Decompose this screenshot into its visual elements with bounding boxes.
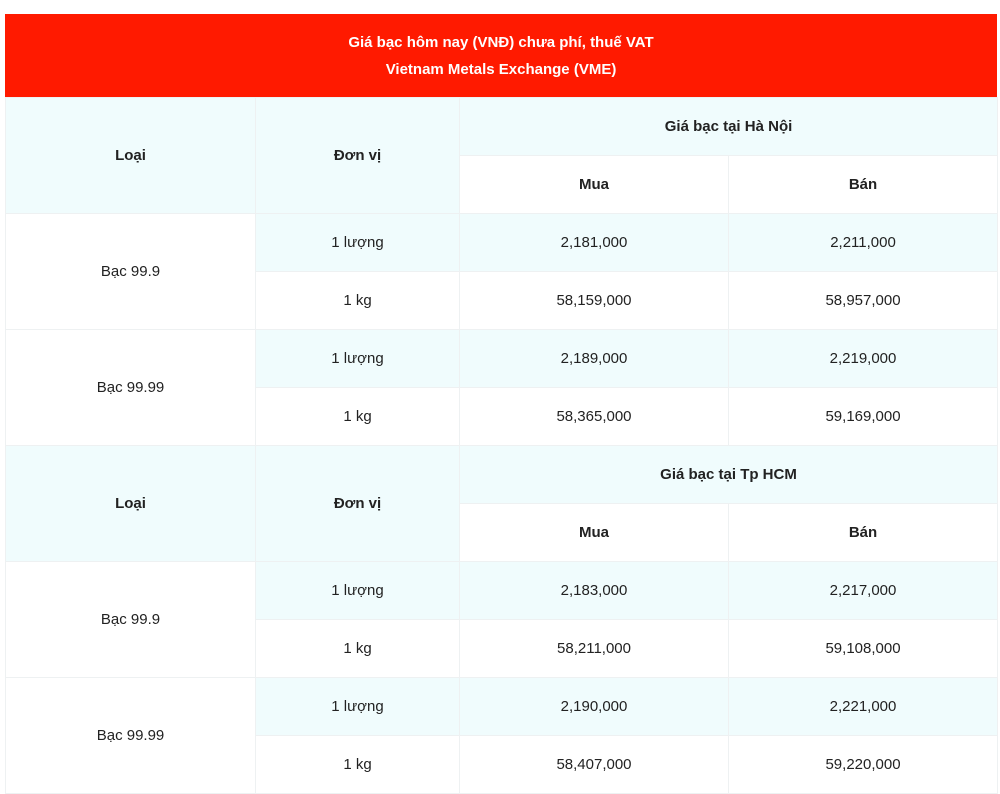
sell-price-cell: 2,219,000 <box>729 330 998 388</box>
unit-cell: 1 kg <box>256 388 460 446</box>
buy-price-cell: 2,189,000 <box>460 330 729 388</box>
product-name: Bạc 99.99 <box>6 678 256 794</box>
title-line-2: Vietnam Metals Exchange (VME) <box>385 60 617 78</box>
product-name: Bạc 99.9 <box>6 214 256 330</box>
unit-cell: 1 kg <box>256 272 460 330</box>
sell-price-cell: 59,169,000 <box>729 388 998 446</box>
buy-price-cell: 2,181,000 <box>460 214 729 272</box>
table-row <box>6 330 998 388</box>
unit-cell: 1 lượng <box>256 214 460 272</box>
table-row <box>6 214 998 272</box>
buy-price-cell: 2,183,000 <box>460 562 729 620</box>
unit-cell: 1 lượng <box>256 330 460 388</box>
sell-header: Bán <box>729 504 998 562</box>
type-header: Loại <box>6 98 256 214</box>
region-header: Giá bạc tại Tp HCM <box>460 446 998 504</box>
sell-price-cell: 2,211,000 <box>729 214 998 272</box>
buy-price-cell: 58,159,000 <box>460 272 729 330</box>
buy-header: Mua <box>460 504 729 562</box>
product-name: Bạc 99.9 <box>6 562 256 678</box>
sell-price-cell: 2,217,000 <box>729 562 998 620</box>
section-header-row <box>6 98 998 156</box>
unit-cell: 1 lượng <box>256 562 460 620</box>
type-header: Loại <box>6 446 256 562</box>
sell-price-cell: 59,108,000 <box>729 620 998 678</box>
buy-price-cell: 58,407,000 <box>460 736 729 794</box>
region-header: Giá bạc tại Hà Nội <box>460 98 998 156</box>
unit-header: Đơn vị <box>256 446 460 562</box>
title-line-1: Giá bạc hôm nay (VNĐ) chưa phí, thuế VAT <box>348 33 654 51</box>
section-header-row <box>6 446 998 504</box>
product-name: Bạc 99.99 <box>6 330 256 446</box>
unit-cell: 1 kg <box>256 620 460 678</box>
buy-price-cell: 58,365,000 <box>460 388 729 446</box>
silver-price-table <box>5 97 998 794</box>
sell-header: Bán <box>729 156 998 214</box>
buy-price-cell: 2,190,000 <box>460 678 729 736</box>
buy-price-cell: 58,211,000 <box>460 620 729 678</box>
sell-price-cell: 2,221,000 <box>729 678 998 736</box>
buy-header: Mua <box>460 156 729 214</box>
unit-cell: 1 lượng <box>256 678 460 736</box>
sell-price-cell: 58,957,000 <box>729 272 998 330</box>
unit-cell: 1 kg <box>256 736 460 794</box>
table-title <box>5 14 997 97</box>
sell-price-cell: 59,220,000 <box>729 736 998 794</box>
table-row <box>6 562 998 620</box>
table-row <box>6 678 998 736</box>
unit-header: Đơn vị <box>256 98 460 214</box>
